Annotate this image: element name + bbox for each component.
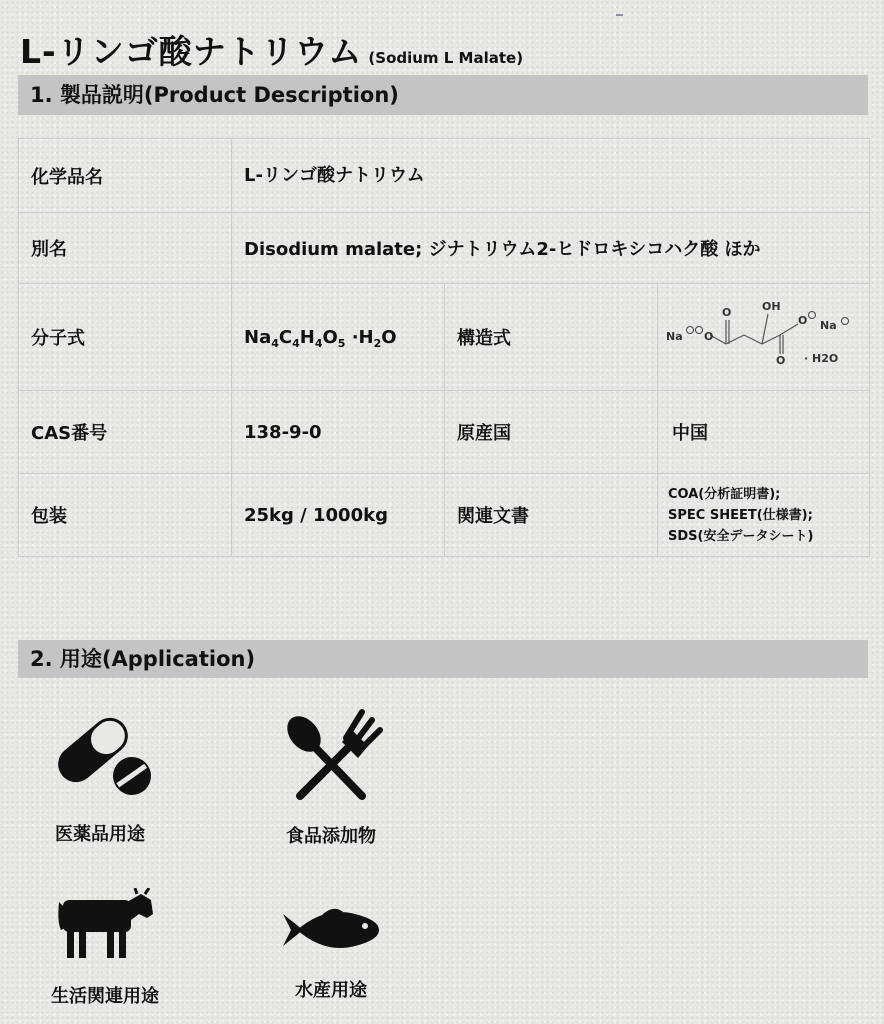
origin-value: 中国 bbox=[658, 391, 870, 474]
svg-text:Na: Na bbox=[820, 319, 837, 332]
table-row bbox=[19, 213, 870, 284]
section-header-application: 2. 用途(Application) bbox=[18, 640, 868, 678]
application-label: 生活関連用途 bbox=[51, 986, 159, 1007]
table-row bbox=[19, 284, 870, 391]
fish-icon bbox=[281, 906, 381, 954]
docs-label: 関連文書 bbox=[445, 474, 658, 557]
formula-label: 分子式 bbox=[19, 284, 232, 391]
docs-line: COA(分析証明書); bbox=[668, 486, 781, 502]
packaging-value: 25kg / 1000kg bbox=[232, 474, 445, 557]
formula-value: $Na_4C_4H_4O_5 \cdot H_2O$ bbox=[232, 284, 445, 391]
svg-text:O: O bbox=[776, 354, 786, 367]
application-label: 医薬品用途 bbox=[55, 824, 145, 845]
food-utensils-icon bbox=[276, 708, 386, 802]
origin-label: 原産国 bbox=[445, 391, 658, 474]
table-row bbox=[19, 391, 870, 474]
docs-line: SDS(安全データシート) bbox=[668, 528, 814, 544]
docs-line: SPEC SHEET(仕様書); bbox=[668, 507, 813, 523]
title-main: L-リンゴ酸ナトリウム bbox=[20, 32, 363, 71]
packaging-label: 包装 bbox=[19, 474, 232, 557]
decorative-dot bbox=[616, 14, 623, 16]
medicine-icon bbox=[45, 706, 155, 798]
docs-value bbox=[658, 474, 870, 557]
structural-formula bbox=[658, 284, 870, 390]
application-item-medicine bbox=[30, 706, 170, 846]
svg-text:Na: Na bbox=[666, 330, 683, 343]
svg-text:OH: OH bbox=[762, 300, 781, 313]
svg-text:O: O bbox=[704, 330, 714, 343]
application-item-fishery bbox=[271, 906, 391, 1002]
chem-name-value: L-リンゴ酸ナトリウム bbox=[232, 139, 870, 213]
structure-cell bbox=[658, 284, 870, 391]
product-spec-table bbox=[18, 138, 870, 557]
application-item-food bbox=[268, 708, 394, 848]
livestock-icon bbox=[55, 888, 155, 960]
application-label: 水産用途 bbox=[295, 980, 367, 1001]
svg-text:O: O bbox=[798, 314, 808, 327]
alias-value: Disodium malate; ジナトリウム2-ヒドロキシコハク酸 ほか bbox=[232, 213, 870, 284]
alias-label: 別名 bbox=[19, 213, 232, 284]
page-title bbox=[20, 26, 523, 73]
application-item-livestock bbox=[30, 888, 180, 1008]
section-header-product-description: 1. 製品説明(Product Description) bbox=[18, 75, 868, 115]
structure-label: 構造式 bbox=[445, 284, 658, 391]
svg-text:· H2O: · H2O bbox=[804, 352, 839, 365]
cas-label: CAS番号 bbox=[19, 391, 232, 474]
table-row bbox=[19, 474, 870, 557]
cas-value: 138-9-0 bbox=[232, 391, 445, 474]
title-sub: (Sodium L Malate) bbox=[368, 49, 524, 67]
application-label: 食品添加物 bbox=[286, 826, 376, 847]
svg-text:O: O bbox=[722, 306, 732, 319]
table-row bbox=[19, 139, 870, 213]
chem-name-label: 化学品名 bbox=[19, 139, 232, 213]
